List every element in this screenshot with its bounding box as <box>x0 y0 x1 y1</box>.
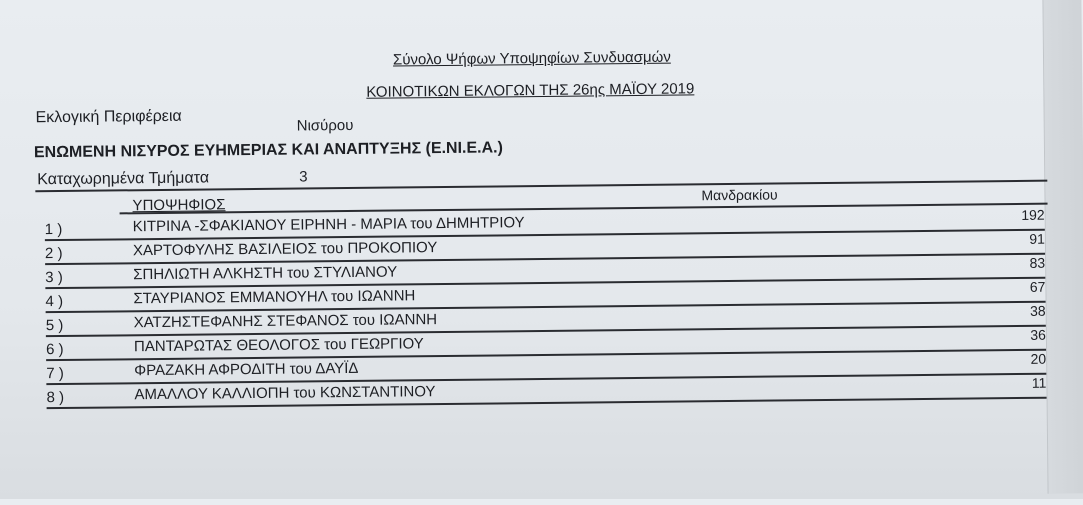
party-name: ΕΝΩΜΕΝΗ ΝΙΣΥΡΟΣ ΕΥΗΜΕΡΙΑΣ ΚΑΙ ΑΝΑΠΤΥΞΗΣ (Ε.ΝΙ.Ε.Α.) <box>33 139 503 162</box>
vote-count: 192 <box>1021 206 1045 223</box>
location-column-header: Μανδρακίου <box>701 186 778 204</box>
candidate-name: ΧΑΤΖΗΣΤΕΦΑΝΗΣ ΣΤΕΦΑΝΟΣ του ΙΩΑΝΝΗ <box>133 311 438 332</box>
vote-count: 67 <box>1029 278 1046 295</box>
candidate-column-header: ΥΠΟΨΗΦΙΟΣ <box>132 196 226 215</box>
page-edge <box>1042 0 1083 494</box>
candidate-name: ΚΙΤΡΙΝΑ -ΣΦΑΚΙΑΝΟΥ ΕΙΡΗΝΗ - ΜΑΡΙΑ του ΔΗΜΗΤΡΙΟΥ <box>132 214 525 236</box>
row-number: 8 ) <box>46 388 65 407</box>
row-number: 1 ) <box>44 221 63 239</box>
vote-count: 38 <box>1030 302 1046 319</box>
row-number: 2 ) <box>44 245 63 263</box>
row-number: 3 ) <box>45 268 63 287</box>
row-number: 4 ) <box>45 292 64 311</box>
region-value: Νισύρου <box>296 116 354 135</box>
document-subtitle: ΚΟΙΝΟΤΙΚΩΝ ΕΚΛΟΓΩΝ ΤΗΣ 26ης ΜΑΪΟΥ 2019 <box>366 80 695 101</box>
row-number: 5 ) <box>45 316 64 335</box>
sections-value: 3 <box>299 168 308 186</box>
candidate-name: ΦΡΑΖΑΚΗ ΑΦΡΟΔΙΤΗ του ΔΑΥΪΔ <box>134 359 359 380</box>
candidate-name: ΑΜΑΛΛΟΥ ΚΑΛΛΙΟΠΗ του ΚΩΝΣΤΑΝΤΙΝΟΥ <box>134 383 436 404</box>
row-number: 7 ) <box>46 364 64 383</box>
candidate-name: ΧΑΡΤΟΦΥΛΗΣ ΒΑΣΙΛΕΙΟΣ του ΠΡΟΚΟΠΙΟΥ <box>132 239 438 260</box>
candidate-name: ΠΑΝΤΑΡΩΤΑΣ ΘΕΟΛΟΓΟΣ του ΓΕΩΡΓΙΟΥ <box>133 335 424 356</box>
vote-count: 11 <box>1031 374 1047 391</box>
vote-count: 20 <box>1030 350 1047 367</box>
sections-label: Καταχωρημένα Τμήματα <box>37 169 210 189</box>
vote-count: 36 <box>1030 326 1046 343</box>
document-title: Σύνολο Ψήφων Υποψηφίων Συνδυασμών <box>392 48 671 69</box>
candidate-name: ΣΤΑΥΡΙΑΝΟΣ ΕΜΜΑΝΟΥΗΛ του ΙΩΑΝΝΗ <box>133 287 416 308</box>
row-number: 6 ) <box>45 340 64 359</box>
region-label: Εκλογική Περιφέρεια <box>35 107 182 127</box>
vote-count: 83 <box>1029 254 1046 271</box>
candidate-name: ΣΠΗΛΙΩΤΗ ΑΛΚΗΣΤΗ του ΣΤΥΛΙΑΝΟΥ <box>133 263 398 284</box>
vote-count: 91 <box>1029 230 1045 247</box>
